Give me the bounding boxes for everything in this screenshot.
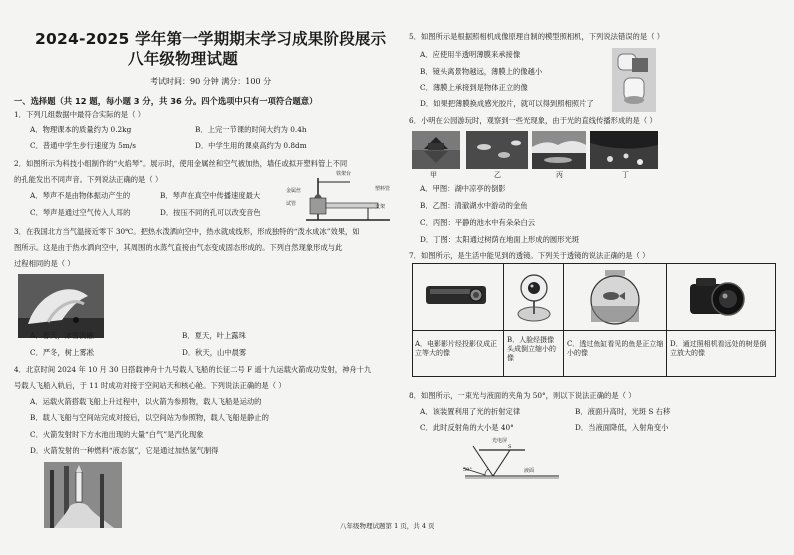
section-heading: 一、选择题（共 12 题，每小题 3 分，共 36 分。四个选项中只有一项符合题意） [14, 96, 318, 106]
question-5-option-a: A．应使用半透明薄膜来承接像 [420, 50, 521, 59]
question-4-option-b: B．载人飞船与空间站完成对接后，以空间站为参照物，载人飞船是静止的 [30, 413, 269, 422]
question-8-option-b: B．液面升高时，光斑 S 右移 [575, 407, 671, 416]
page-footer: 八年级物理试题第 1 页，共 4 页 [340, 522, 435, 530]
flame-harp-diagram [298, 172, 398, 224]
model-camera-photo [612, 48, 656, 112]
question-8-option-a: A．该装置利用了光的折射定律 [420, 407, 521, 416]
question-2-option-b: B．琴声在真空中传播速度最大 [160, 191, 261, 200]
question-7-option-b: B．人脸经摄像头成倒立缩小的像 [507, 336, 556, 363]
cloud-reflection-photo [532, 131, 586, 169]
diagram-label-pipe: 塑料管 [375, 186, 391, 192]
diagram-label-angle: 50° [463, 467, 472, 473]
goldfish-photo [466, 131, 528, 169]
question-8-option-d: D．当液面降低，入射角变小 [575, 423, 669, 432]
projector-photo [420, 276, 494, 312]
question-1-stem: 1．下列几组数据中最符合实际的是（ ） [14, 110, 146, 119]
question-1-option-d: D．中学生用的课桌高约为 0.8dm [195, 141, 307, 150]
question-4-option-c: C．火箭发射时下方水池出现的大量“白气”是汽化现象 [30, 430, 204, 439]
question-4-option-a: A．运载火箭搭载飞船上升过程中，以火箭为参照物，载人飞船是运动的 [30, 397, 262, 406]
question-5-option-c: C．薄膜上承接到是物体正立的像 [420, 83, 528, 92]
photo-caption-yi: 乙 [494, 171, 501, 179]
question-7-option-a: A．电影影片经投影仪成正立等大的像 [415, 340, 498, 358]
pavilion-reflection-photo [412, 131, 460, 169]
diagram-label-liquid: 液面 [524, 468, 535, 474]
question-2-option-a: A．琴声不是由物体振动产生的 [30, 191, 131, 200]
question-1-option-b: B．上完一节课的时间大约为 0.4h [195, 125, 307, 134]
question-3-option-a: A．春天，冰雪消融 [30, 331, 94, 340]
question-2-stem-line2: 的孔能发出不同声音。下列说法正确的是（ ） [14, 175, 163, 184]
question-5-option-d: D．如果把薄膜换成感光胶片，就可以得到照相照片了 [420, 99, 594, 108]
question-3-option-b: B．夏天，叶上露珠 [182, 331, 246, 340]
table-column-divider [563, 263, 564, 376]
question-6-option-b: B．乙图：清澈湖水中游动的金鱼 [420, 201, 528, 210]
tree-shadow-light-spots-photo [590, 131, 658, 169]
webcam-photo [511, 268, 557, 326]
question-7-stem: 7．如图所示，是生活中能见到的透镜。下列关于透镜的说法正确的是（ ） [409, 251, 650, 260]
exam-info: 考试时间：90 分钟 满分：100 分 [150, 77, 272, 86]
exam-title: 2024-2025 学年第一学期期末学习成果阶段展示 [35, 30, 387, 48]
question-5-option-b: B．镜头离景物越远，薄膜上的像越小 [420, 67, 543, 76]
question-3-option-d: D．秋天，山中晨雾 [182, 348, 247, 357]
question-2-stem-line1: 2．如图所示为科技小组制作的“火焰琴”。展示时，使用金属丝和空气被加热，墙任或拟开塑料管上不同 [14, 159, 348, 168]
diagram-label-iron-stand: 铁架台 [336, 171, 352, 177]
question-8-stem: 8．如图所示，一束光与液面的夹角为 50°，则以下说法正确的是（ ） [409, 391, 636, 400]
table-column-divider [666, 263, 667, 376]
diagram-label-screen: 光电屏 [492, 438, 508, 444]
diagram-label-spot: S [508, 444, 512, 450]
question-3-option-c: C．严冬，树上雾凇 [30, 348, 94, 357]
fish-bowl-photo [585, 266, 645, 328]
photo-caption-ding: 丁 [622, 171, 629, 179]
diagram-label-bracket: 支架 [375, 204, 386, 210]
question-7-option-c: C．透过鱼缸看见的鱼是正立缩小的像 [567, 340, 664, 358]
question-3-stem-line1: 3．在我国北方当气温接近零下 30℃。把热水泼洒向空中，热水就成线形，形成独特的“泼水成冰”效果，如 [14, 227, 360, 236]
question-1-option-c: C．普通中学生步行速度为 5m/s [30, 141, 136, 150]
question-1-option-a: A．物理课本的质量约为 0.2kg [30, 125, 132, 134]
question-4-stem-line2: 号载人飞船入轨后，于 11 时成功对接于空间站天和核心舱。下列说法正确的是（ ） [14, 381, 286, 390]
question-4-option-d: D．火箭发射的一种燃料“液态氢”，它是通过加热氢气制得 [30, 446, 219, 455]
diagram-label-wire: 金属丝 [286, 188, 302, 194]
splash-ice-photo [18, 274, 104, 338]
question-8-option-c: C．此时反射角的大小是 40° [420, 423, 514, 432]
question-6-option-d: D．丁图：太阳通过树荫在地面上形成的圆形光斑 [420, 235, 580, 244]
question-6-option-a: A．甲图：湖中凉亭的倒影 [420, 184, 506, 193]
photo-caption-bing: 丙 [556, 171, 563, 179]
table-column-divider [503, 263, 504, 376]
table-row-divider [412, 330, 775, 331]
question-6-option-c: C．丙图：平静的池水中有朵朵白云 [420, 218, 536, 227]
question-7-option-d: D．通过照相机看远处的树是倒立放大的像 [670, 340, 767, 358]
question-3-stem-line3: 过程相同的是（ ） [14, 259, 75, 268]
camera-photo [684, 272, 756, 320]
question-5-stem: 5．如图所示是根据照相机成像原理自制的模型照相机，下列说法错误的是（ ） [409, 32, 665, 41]
photo-caption-jia: 甲 [430, 171, 437, 179]
question-4-stem-line1: 4．北京时间 2024 年 10 月 30 日搭载神舟十九号载人飞船的长征二号 F 遥十九运载火箭成功发射，神舟十九 [14, 365, 372, 374]
question-2-option-d: D．按压不同的孔可以改变音色 [160, 208, 261, 217]
question-3-stem-line2: 图所示。这是由于热水洒向空中，其周围的水蒸气直接由气态变成固态形成的。下列自然现象形成与此 [14, 243, 343, 252]
question-6-stem: 6．小明在公园游玩时，观察到一些光现象，由于光的直线传播形成的是（ ） [409, 116, 657, 125]
diagram-label-tube: 试管 [286, 201, 297, 207]
question-2-option-c: C．琴声是通过空气传入人耳的 [30, 208, 131, 217]
rocket-launch-photo [44, 462, 122, 528]
exam-subtitle: 八年级物理试题 [128, 50, 238, 68]
